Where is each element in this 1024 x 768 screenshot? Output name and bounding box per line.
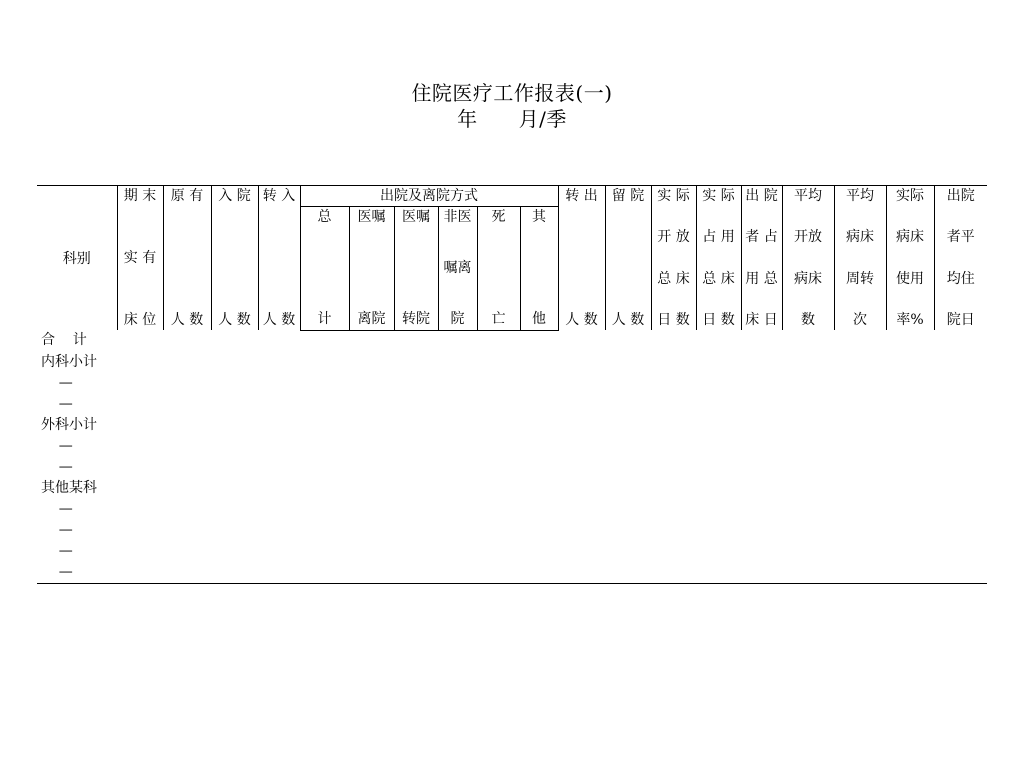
row-label: — — [41, 437, 73, 454]
row-label: — — [41, 374, 73, 391]
table-row — [37, 352, 987, 373]
table-row — [37, 415, 987, 436]
header-col-10: 转 出 人 数 — [558, 186, 605, 331]
row-label: — — [41, 458, 73, 475]
header-col-17: 实际 病床 使用 率% — [886, 186, 934, 331]
dept-header: 科别 — [37, 186, 117, 331]
header-col-6: 医嘱 转院 — [394, 207, 438, 330]
row-label: — — [41, 521, 73, 538]
header-col-11: 留 院 人 数 — [605, 186, 651, 331]
header-col-15: 平均 开放 病床 数 — [782, 186, 834, 331]
table-row — [37, 457, 987, 478]
hospital-report-table — [37, 185, 987, 584]
header-col-12: 实 际 开 放 总 床 日 数 — [651, 186, 696, 331]
header-col-14: 出 院 者 占 用 总 床 日 — [741, 186, 782, 331]
table-row — [37, 436, 987, 457]
row-label: 合 计 — [41, 332, 87, 349]
table-row — [37, 330, 987, 352]
discharge-group-header: 出院及离院方式 — [300, 186, 558, 207]
report-title — [0, 80, 1024, 132]
header-col-0: 期 末 实 有 床 位 — [117, 186, 163, 331]
header-col-8: 死 亡 — [477, 207, 520, 330]
header-col-16: 平均 病床 周转 次 — [834, 186, 886, 331]
row-label: 外科小计 — [41, 416, 97, 433]
table-row — [37, 373, 987, 394]
table-row — [37, 478, 987, 499]
header-col-5: 医嘱 离院 — [349, 207, 394, 330]
header-col-4: 总 计 — [300, 207, 349, 330]
row-label: 其他某科 — [41, 479, 97, 496]
table-row — [37, 520, 987, 541]
row-label: — — [41, 395, 73, 412]
row-label: — — [41, 542, 73, 559]
header-col-2: 入 院 人 数 — [211, 186, 258, 331]
header-col-3: 转 入 人 数 — [258, 186, 300, 331]
report-title-main: 住院医疗工作报表(一) — [411, 81, 613, 105]
row-label: 内科小计 — [41, 353, 97, 370]
header-col-18: 出院 者平 均住 院日 — [934, 186, 987, 331]
row-label: — — [37, 562, 117, 584]
table-row — [37, 394, 987, 415]
header-col-7: 非医 嘱离 院 — [438, 207, 477, 330]
report-period: 年 月/季 — [457, 107, 567, 131]
header-col-1: 原 有 人 数 — [163, 186, 211, 331]
table-row — [37, 562, 987, 584]
header-col-13: 实 际 占 用 总 床 日 数 — [696, 186, 741, 331]
header-col-9: 其 他 — [520, 207, 558, 330]
table-row — [37, 499, 987, 520]
row-label: — — [41, 500, 73, 517]
table-row — [37, 541, 987, 562]
